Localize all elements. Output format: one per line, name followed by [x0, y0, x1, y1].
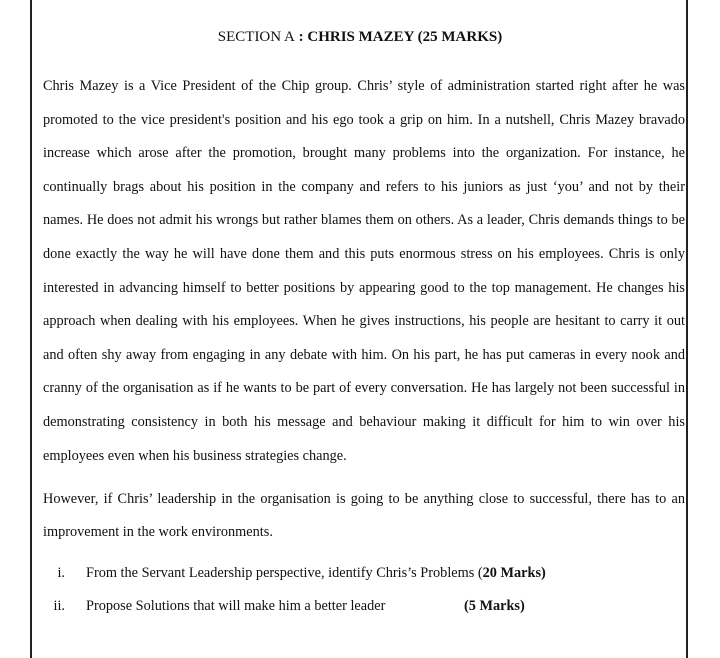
question-2-marks: (5 Marks): [464, 598, 525, 614]
case-study-paragraph-1: Chris Mazey is a Vice President of the Chip group. Chris’ style of administration started right after he was promoted to the vice president's position and his ego took a grip on him. In a nutshell, Chris Mazey bravado increase which arose after the promotion, brought many problems into the organization. For instance, he continually brags about his position in the company and refers to his juniors as just ‘you’ and not by their names. He does not admit his wrongs but rather blames them on others. As a leader, Chris demands things to be done exactly the way he will have done them and this puts enormous stress on his employees. Chris is only interested in advancing himself to better positions by appearing good to the top management. He changes his approach when dealing with his employees. When he gives instructions, his people are hesitant to carry it out and often shy away from engaging in any debate with him. On his part, he has put cameras in every nook and cranny of the organisation as if he wants to be part of every conversation. He has largely not been successful in demonstrating consistency in both his message and behaviour making it difficult for him to win over his employees even when his business strategies change.: [43, 78, 685, 464]
question-1: [86, 563, 546, 583]
section-title: CHRIS MAZEY (25 MARKS): [307, 29, 503, 45]
question-2-text: Propose Solutions that will make him a better leader: [86, 598, 386, 614]
heading-separator: :: [294, 29, 308, 45]
section-heading: [0, 27, 720, 47]
question-1-text: From the Servant Leadership perspective, identify Chris’s Problems (: [86, 565, 483, 581]
section-label: SECTION A: [217, 29, 295, 45]
case-study-paragraph-2: However, if Chris’ leadership in the organisation is going to be anything close to successful, there has to an improvement in the work environments.: [43, 491, 685, 540]
question-1-marks: 20 Marks): [482, 565, 546, 581]
